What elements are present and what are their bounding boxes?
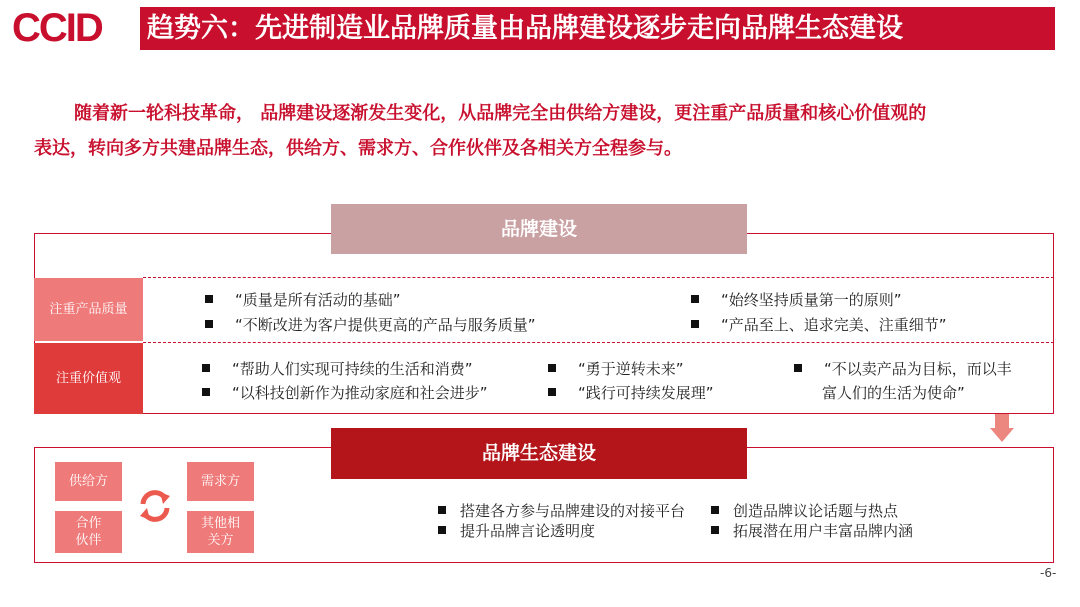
- label-product-quality: 注重产品质量: [34, 278, 143, 341]
- bullet-text: “产品至上、追求完美、注重细节”: [721, 316, 947, 334]
- cycle-arrows-icon: [136, 487, 174, 525]
- bullet-text: 提升品牌言论透明度: [460, 522, 596, 540]
- bullet-text: “始终坚持质量第一的原则”: [721, 291, 902, 309]
- quality-bullet-1: [205, 290, 401, 310]
- bullet-marker: [205, 320, 213, 328]
- bullet-text: “不断改进为客户提供更高的产品与服务质量”: [235, 316, 536, 334]
- tile-other: [187, 511, 254, 553]
- bullet-marker: [711, 526, 719, 534]
- values-bullet-5-cont: 富人们的生活为使命”: [822, 384, 965, 402]
- ccid-logo: CCID: [12, 6, 102, 50]
- tile-supplier: [55, 462, 122, 501]
- bullet-marker: [691, 320, 699, 328]
- values-bullet-3: [548, 359, 684, 379]
- ecosystem-bullet-3: [711, 501, 898, 521]
- bullet-marker: [205, 295, 213, 303]
- title-bar: [135, 7, 1055, 50]
- bullet-marker: [691, 295, 699, 303]
- ecosystem-bullet-1: [438, 501, 685, 521]
- down-arrow-stem: [995, 414, 1009, 428]
- quality-bullet-4: [691, 315, 947, 335]
- bullet-text: 创造品牌议论话题与热点: [733, 502, 899, 520]
- label-values: 注重价值观: [34, 343, 143, 414]
- tile-demand-label: 需求方: [200, 474, 240, 489]
- bullet-text: “以科技创新作为推动家庭和社会进步”: [232, 384, 488, 402]
- bullet-text: 搭建各方参与品牌建设的对接平台: [460, 502, 686, 520]
- bullet-text: “践行可持续发展理”: [578, 384, 714, 402]
- intro-line-2: 表达，转向多方共建品牌生态，供给方、需求方、合作伙伴及各相关方全程参与。: [34, 138, 682, 159]
- down-arrow-icon: [990, 428, 1014, 442]
- bullet-text: “不以卖产品为目标，而以丰: [824, 360, 1012, 378]
- tile-supplier-label: 供给方: [68, 474, 108, 489]
- bullet-marker: [548, 388, 556, 396]
- divider-middle: [143, 342, 1054, 343]
- tile-other-label: 其他相关方: [200, 516, 240, 548]
- bullet-text: 拓展潜在用户丰富品牌内涵: [733, 522, 914, 540]
- bullet-text: “帮助人们实现可持续的生活和消费”: [232, 360, 473, 378]
- bullet-marker: [202, 364, 210, 372]
- values-bullet-1: [202, 359, 473, 379]
- page-title: 趋势六：先进制造业品牌质量由品牌建设逐步走向品牌生态建设: [143, 11, 1055, 46]
- bullet-marker: [202, 388, 210, 396]
- brand-building-header: 品牌建设: [331, 204, 747, 254]
- bullet-marker: [711, 506, 719, 514]
- bullet-text: “勇于逆转未来”: [578, 360, 684, 378]
- tile-partner-label: 合作伙伴: [75, 516, 102, 548]
- ecosystem-header: 品牌生态建设: [331, 428, 747, 479]
- page-number: -6-: [1040, 566, 1057, 580]
- bullet-marker: [548, 364, 556, 372]
- tile-partner: [55, 511, 122, 553]
- tile-demand: [187, 462, 254, 501]
- quality-bullet-3: [691, 290, 902, 310]
- intro-paragraph: [34, 96, 1049, 166]
- quality-bullet-2: [205, 315, 536, 335]
- bullet-marker: [438, 526, 446, 534]
- divider-top: [143, 277, 1054, 278]
- bullet-text: “质量是所有活动的基础”: [235, 291, 401, 309]
- ecosystem-bullet-4: [711, 521, 913, 541]
- values-bullet-4: [548, 383, 714, 403]
- values-bullet-2: [202, 383, 488, 403]
- values-bullet-5: [794, 359, 1012, 379]
- ecosystem-bullet-2: [438, 521, 595, 541]
- bullet-marker: [794, 364, 802, 372]
- intro-line-1: 随着新一轮科技革命， 品牌建设逐渐发生变化，从品牌完全由供给方建设，更注重产品质量和核心价值观的: [74, 103, 927, 124]
- title-bar-edge: [135, 7, 140, 50]
- bullet-marker: [438, 506, 446, 514]
